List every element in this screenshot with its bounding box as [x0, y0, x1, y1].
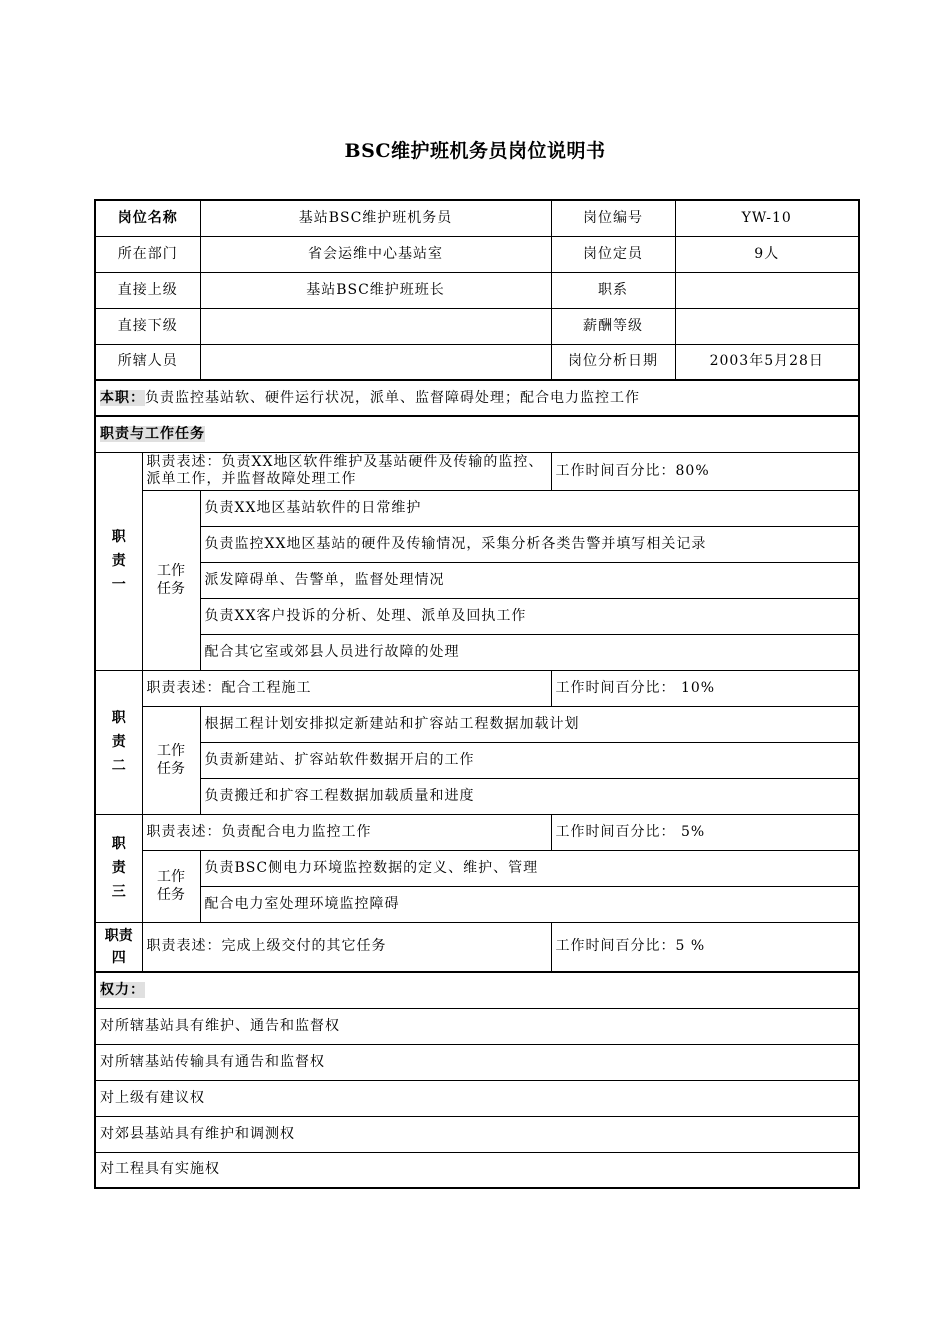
main-duty-row — [95, 380, 859, 416]
managed-label: 所辖人员 — [95, 344, 200, 380]
duty-2-task-3: 负责搬迁和扩容工程数据加载质量和进度 — [200, 778, 859, 814]
duty-4-pct: 工作时间百分比：5 % — [551, 922, 859, 972]
post-no-label: 岗位编号 — [551, 200, 675, 236]
duty-1-desc: 职责表述：负责XX地区软件维护及基站硬件及传输的监控、派单工作，并监督故障处理工作 — [142, 452, 551, 490]
duty-2-desc: 职责表述：配合工程施工 — [142, 670, 551, 706]
subordinate-value — [200, 308, 551, 344]
managed-value — [200, 344, 551, 380]
authority-label: 权力： — [100, 981, 145, 998]
staff-value: 9人 — [675, 236, 859, 272]
duty-2-task-1: 根据工程计划安排拟定新建站和扩容站工程数据加载计划 — [200, 706, 859, 742]
job-description-table — [94, 199, 860, 1189]
duty-3-task-2: 配合电力室处理环境监控障碍 — [200, 886, 859, 922]
authority-item-3: 对上级有建议权 — [95, 1080, 859, 1116]
duty-3-label: 职 责 三 — [95, 814, 142, 922]
duty-2-label: 职 责 二 — [95, 670, 142, 814]
authority-header-row — [95, 972, 859, 1008]
analysis-date-value: 2003年5月28日 — [675, 344, 859, 380]
analysis-date-label: 岗位分析日期 — [551, 344, 675, 380]
duty-3-task-label: 工作 任务 — [142, 850, 200, 922]
duty-2-pct: 工作时间百分比： 10% — [551, 670, 859, 706]
duties-header-row — [95, 416, 859, 452]
duty-3-task-1: 负责BSC侧电力环境监控数据的定义、维护、管理 — [200, 850, 859, 886]
staff-label: 岗位定员 — [551, 236, 675, 272]
authority-item-1: 对所辖基站具有维护、通告和监督权 — [95, 1008, 859, 1044]
superior-value: 基站BSC维护班班长 — [200, 272, 551, 308]
duty-3-pct: 工作时间百分比： 5% — [551, 814, 859, 850]
duty-2-task-2: 负责新建站、扩容站软件数据开启的工作 — [200, 742, 859, 778]
duty-1-label: 职 责 一 — [95, 452, 142, 670]
duty-1-task-label: 工作 任务 — [142, 490, 200, 670]
dept-label: 所在部门 — [95, 236, 200, 272]
duties-header: 职责与工作任务 — [100, 425, 205, 442]
authority-item-5: 对工程具有实施权 — [95, 1152, 859, 1188]
duty-4-label: 职责 四 — [95, 922, 142, 972]
duty-1-task-4: 负责XX客户投诉的分析、处理、派单及回执工作 — [200, 598, 859, 634]
duty-1-pct: 工作时间百分比：80% — [551, 452, 859, 490]
page-title: BSC维护班机务员岗位说明书 — [344, 140, 606, 162]
duty-3-desc: 职责表述：负责配合电力监控工作 — [142, 814, 551, 850]
duty-1-task-5: 配合其它室或郊县人员进行故障的处理 — [200, 634, 859, 670]
post-no-value: YW-10 — [675, 200, 859, 236]
authority-item-4: 对郊县基站具有维护和调测权 — [95, 1116, 859, 1152]
duty-4-desc: 职责表述：完成上级交付的其它任务 — [142, 922, 551, 972]
duty-1-task-2: 负责监控XX地区基站的硬件及传输情况，采集分析各类告警并填写相关记录 — [200, 526, 859, 562]
duty-1-task-3: 派发障碍单、告警单，监督处理情况 — [200, 562, 859, 598]
superior-label: 直接上级 — [95, 272, 200, 308]
subordinate-label: 直接下级 — [95, 308, 200, 344]
main-duty-label: 本职： — [100, 389, 145, 406]
authority-item-2: 对所辖基站传输具有通告和监督权 — [95, 1044, 859, 1080]
main-duty-text: 负责监控基站软、硬件运行状况，派单、监督障碍处理；配合电力监控工作 — [145, 389, 640, 406]
post-name-label: 岗位名称 — [95, 200, 200, 236]
duty-1-task-1: 负责XX地区基站软件的日常维护 — [200, 490, 859, 526]
salary-label: 薪酬等级 — [551, 308, 675, 344]
series-value — [675, 272, 859, 308]
salary-value — [675, 308, 859, 344]
series-label: 职系 — [551, 272, 675, 308]
dept-value: 省会运维中心基站室 — [200, 236, 551, 272]
duty-2-task-label: 工作 任务 — [142, 706, 200, 814]
post-name-value: 基站BSC维护班机务员 — [200, 200, 551, 236]
